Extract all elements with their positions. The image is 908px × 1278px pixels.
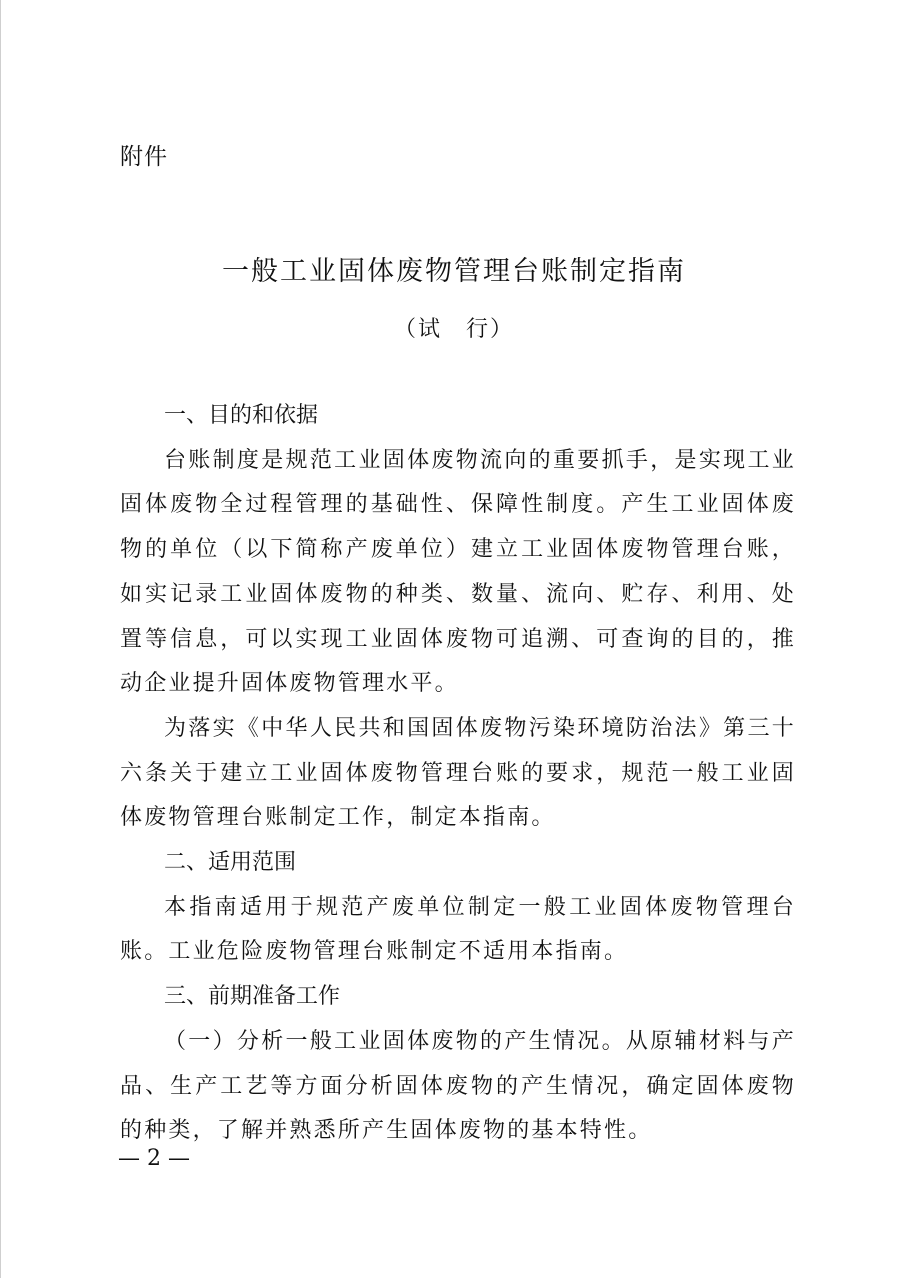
document-body: [120, 394, 796, 1154]
paragraph: 本指南适用于规范产废单位制定一般工业固体废物管理台账。工业危险废物管理台账制定不适用本指南。: [120, 894, 796, 965]
document-subtitle: （试 行）: [393, 317, 514, 342]
section-heading: 三、前期准备工作: [164, 984, 341, 1010]
section-heading: 二、适用范围: [164, 850, 297, 876]
attachment-label: 附件: [120, 144, 168, 170]
paragraph: 为落实《中华人民共和国固体废物污染环境防治法》第三十六条关于建立工业固体废物管理台账的要求，规范一般工业固体废物管理台账制定工作，制定本指南。: [120, 715, 796, 831]
section-heading: 一、目的和依据: [164, 403, 319, 428]
page-number: — 2 —: [118, 1146, 190, 1171]
page-edge-line: [0, 0, 1, 1278]
paragraph: （一）分析一般工业固体废物的产生情况。从原辅材料与产品、生产工艺等方面分析固体废物的产生情况，确定固体废物的种类，了解并熟悉所产生固体废物的基本特性。: [120, 1028, 796, 1144]
document-title: 一般工业固体废物管理台账制定指南: [222, 256, 686, 287]
paragraph: 台账制度是规范工业固体废物流向的重要抓手，是实现工业固体废物全过程管理的基础性、保障性制度。产生工业固体废物的单位（以下简称产废单位）建立工业固体废物管理台账，如实记录工业固体废物的种类、数量、流向、贮存、利用、处置等信息，可以实现工业固体废物可追溯、可查询的目的，推动企业提升固体废物管理水平。: [120, 447, 796, 697]
